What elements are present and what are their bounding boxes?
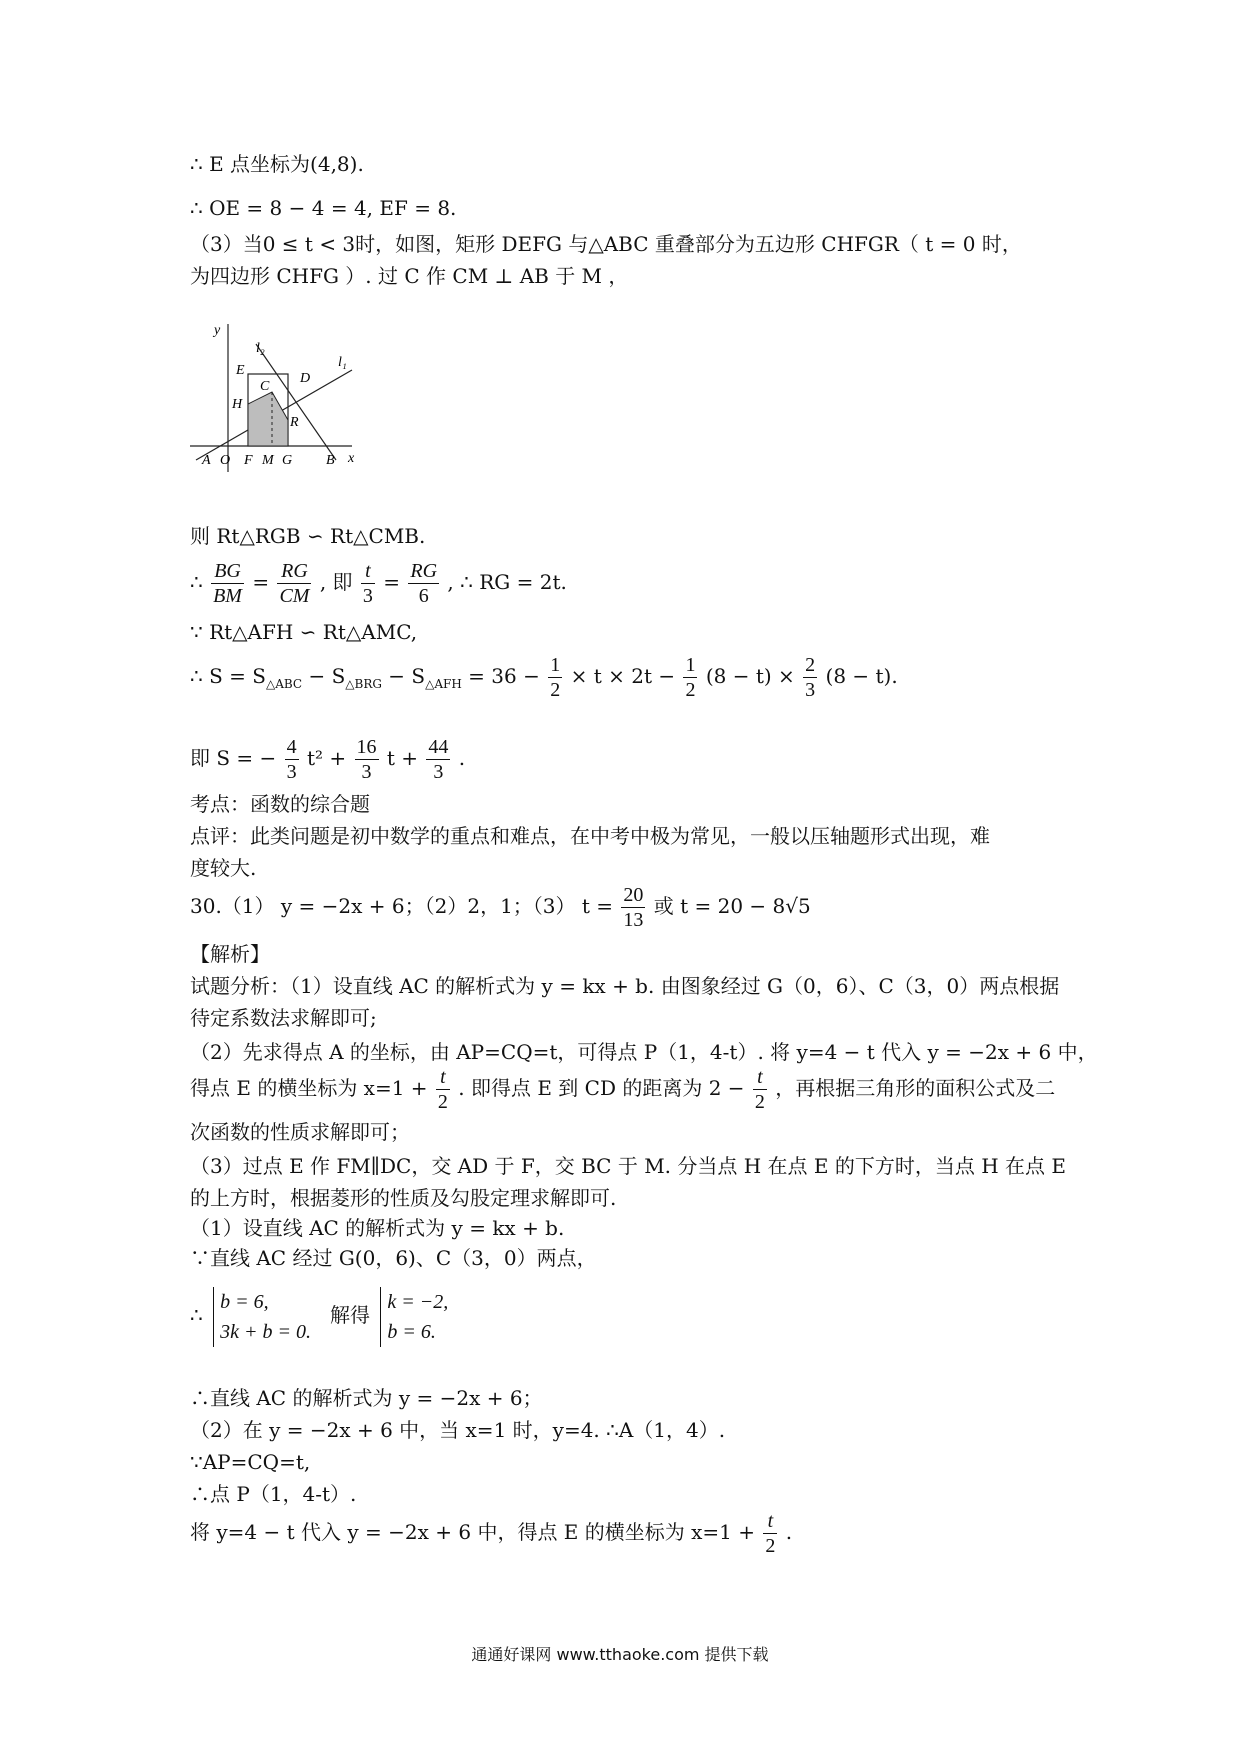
text-line: 度较大. bbox=[190, 856, 257, 880]
text-line: （1）设直线 AC 的解析式为 y = kx + b. bbox=[190, 1216, 565, 1240]
text-line: ∴点 P（1，4-t）. bbox=[190, 1482, 357, 1506]
page-footer: 通通好课网 www.tthaoke.com 提供下载 bbox=[471, 1645, 769, 1664]
text-line: ∵直线 AC 经过 G(0，6)、C（3，0）两点， bbox=[190, 1246, 597, 1270]
text-line: ∴ $S = S_{\triangle ABC} - S_{\triangle BRG} - S_{\triangle AFH} = 36$ − $\frac{1}{2}$ × t × 2t − $\frac{1}{2}$ (8 − t) × $\frac{2}{3}$ (8 − t). bbox=[190, 654, 898, 701]
text-line: 次函数的性质求解即可； bbox=[190, 1120, 410, 1144]
text-line: 的上方时，根据菱形的性质及勾股定理求解即可. bbox=[190, 1186, 617, 1210]
text-line: 则 Rt△RGB ∽ Rt△CMB. bbox=[190, 524, 426, 548]
text-line: ∴ E 点坐标为(4,8). bbox=[190, 152, 364, 176]
fraction: $\frac{16}{3}$ bbox=[356, 736, 377, 783]
fraction: $\frac{1}{2}$ bbox=[685, 654, 696, 701]
label-l1: l₁ bbox=[338, 355, 347, 370]
fraction: $\frac{44}{3}$ bbox=[428, 736, 449, 783]
label-O: O bbox=[220, 453, 231, 468]
text-line: 试题分析：（1）设直线 AC 的解析式为 y = kx + b. 由图象经过 G（0，6）、C（3，0）两点根据 bbox=[190, 974, 1060, 998]
fraction: $\frac{RG}{CM}$ bbox=[279, 560, 310, 607]
text-line: （2）先求得点 A 的坐标，由 AP=CQ=t，可得点 P（1，4-t）. 将 y=4 − t 代入 y = −2x + 6 中， bbox=[190, 1040, 1098, 1064]
text-line: 30.（1） y = −2x + 6；（2）2，1；（3） t = $\frac{20}{13}$ 或 t = 20 − 8√5 bbox=[190, 884, 811, 931]
label-M: M bbox=[262, 453, 274, 468]
equation-system: b = 6, 3k + b = 0. bbox=[213, 1287, 311, 1347]
label-l2: l₂ bbox=[256, 341, 265, 356]
label-F: F bbox=[244, 453, 253, 468]
shaded-region bbox=[248, 392, 288, 446]
label-B: B bbox=[326, 453, 335, 468]
text-line: 待定系数法求解即可; bbox=[190, 1006, 377, 1030]
fraction: $\frac{4}{3}$ bbox=[286, 736, 297, 783]
text-line: ∴直线 AC 的解析式为 y = −2x + 6； bbox=[190, 1386, 543, 1410]
text-line: 【解析】 bbox=[190, 942, 270, 966]
label-H: H bbox=[232, 397, 243, 412]
fraction: $\frac{20}{13}$ bbox=[623, 884, 644, 931]
text-line: （2）在 y = −2x + 6 中，当 x=1 时，y=4. ∴A（1，4）. bbox=[190, 1418, 726, 1442]
equation-system: k = −2, b = 6. bbox=[380, 1287, 448, 1347]
text-line: （3）当0 ≤ t < 3时，如图，矩形 DEFG 与△ABC 重叠部分为五边形 CHFGR（ t = 0 时， bbox=[190, 232, 1022, 256]
text-line: 点评：此类问题是初中数学的重点和难点，在中考中极为常见，一般以压轴题形式出现，难 bbox=[190, 824, 990, 848]
label-G: G bbox=[282, 453, 293, 468]
text-line: 即 S = − $\frac{4}{3}$ t² + $\frac{16}{3}$ t + $\frac{44}{3}$ . bbox=[190, 736, 466, 783]
text-line: 得点 E 的横坐标为 x=1 + $\frac{t}{2}$ . 即得点 E 到 CD 的距离为 2 − $\frac{t}{2}$ ，再根据三角形的面积公式及二 bbox=[190, 1066, 1056, 1113]
fraction: $\frac{RG}{6}$ bbox=[410, 560, 438, 607]
text-line: ∵AP=CQ=t, bbox=[190, 1450, 311, 1474]
label-y: y bbox=[214, 323, 221, 338]
fraction: $\frac{BG}{BM}$ bbox=[213, 560, 242, 607]
text-line: 为四边形 CHFG ）. 过 C 作 CM ⊥ AB 于 M ， bbox=[190, 264, 629, 288]
text-line: ∵ Rt△AFH ∽ Rt△AMC, bbox=[190, 620, 418, 644]
text-line: ∴ OE = 8 − 4 = 4, EF = 8. bbox=[190, 196, 457, 220]
text-line: （3）过点 E 作 FM∥DC，交 AD 于 F，交 BC 于 M. 分当点 H 在点 E 的下方时，当点 H 在点 E bbox=[190, 1154, 1066, 1178]
text-line: 将 y=4 − t 代入 y = −2x + 6 中，得点 E 的横坐标为 x=1 + $\frac{t}{2}$ . bbox=[190, 1510, 793, 1557]
label-A: A bbox=[202, 453, 211, 468]
fraction: $\frac{t}{2}$ bbox=[437, 1066, 448, 1113]
label-R: R bbox=[290, 415, 299, 430]
fraction: $\frac{1}{2}$ bbox=[550, 654, 561, 701]
fraction: $\frac{t}{3}$ bbox=[362, 560, 373, 607]
fraction: $\frac{2}{3}$ bbox=[805, 654, 816, 701]
label-D: D bbox=[300, 371, 311, 386]
text-line: ∴ $\frac{BG}{BM}$ = $\frac{RG}{CM}$ , 即 $\frac{t}{3}$ = $\frac{RG}{6}$ , ∴ RG = 2t. bbox=[190, 560, 567, 607]
label-C: C bbox=[260, 379, 270, 394]
fraction: $\frac{t}{2}$ bbox=[765, 1510, 776, 1557]
text-line: ∴ b = 6, 3k + b = 0. 解得 k = −2, b = 6. bbox=[190, 1280, 448, 1350]
text-line: 考点：函数的综合题 bbox=[190, 792, 370, 816]
label-E: E bbox=[236, 363, 245, 378]
label-x: x bbox=[348, 451, 355, 466]
fraction: $\frac{t}{2}$ bbox=[754, 1066, 765, 1113]
geometry-figure bbox=[190, 322, 370, 472]
